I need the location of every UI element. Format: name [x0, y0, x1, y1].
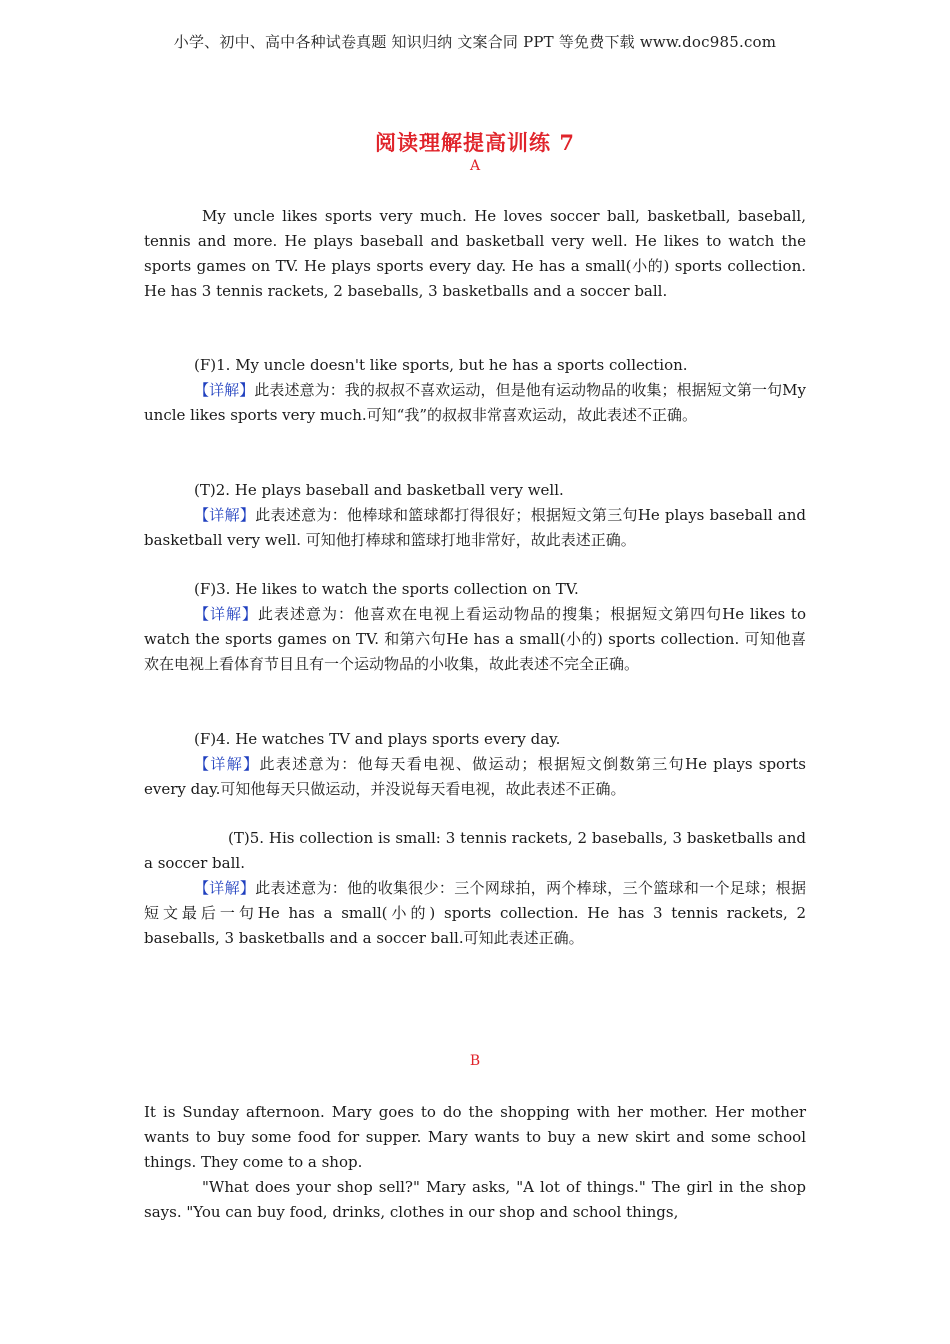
- detail-tag: 【详解】: [194, 506, 256, 524]
- question-4: (F)4. He watches TV and plays sports every day.: [194, 730, 561, 748]
- detail-tag: 【详解】: [194, 381, 255, 399]
- question-1: (F)1. My uncle doesn't like sports, but he has a sports collection.: [194, 356, 688, 374]
- detail-3: [144, 602, 806, 677]
- page-header: 小学、初中、高中各种试卷真题 知识归纳 文案合同 PPT 等免费下载 www.doc985.com: [173, 33, 777, 51]
- detail-tag: 【详解】: [194, 605, 259, 623]
- question-2: (T)2. He plays baseball and basketball very well.: [194, 481, 564, 499]
- section-b-label: B: [469, 1053, 481, 1069]
- detail-text: 此表述意为：我的叔叔不喜欢运动，但是他有运动物品的收集；根据短文第一句My uncle likes sports very much.可知“我”的叔叔非常喜欢运动，故此表述不正确。: [144, 381, 806, 424]
- detail-text: 此表述意为：他喜欢在电视上看运动物品的搜集；根据短文第四句He likes to watch the sports games on TV. 和第六句He has a small(小的) sports collection. 可知他喜欢在电视上看体育节目且有一个运动物品的小收集，故此表述不完全正确。: [144, 605, 806, 673]
- passage-b-paragraph-1: It is Sunday afternoon. Mary goes to do the shopping with her mother. Her mother wants to buy some food for supper. Mary wants to buy a new skirt and some school things. They come to a shop.: [144, 1103, 806, 1171]
- detail-text: 此表述意为：他棒球和篮球都打得很好；根据短文第三句He plays baseball and basketball very well. 可知他打棒球和篮球打地非常好，故此表述正确。: [144, 506, 806, 549]
- passage-a: My uncle likes sports very much. He loves soccer ball, basketball, baseball, tennis and more. He plays baseball and basketball very well. He likes to watch the sports games on TV. He plays sports every day. He has a small(小的) sports collection. He has 3 tennis rackets, 2 baseballs, 3 basketballs and a soccer ball.: [144, 207, 806, 300]
- question-5: (T)5. His collection is small: 3 tennis rackets, 2 baseballs, 3 basketballs and a soccer ball.: [144, 829, 806, 872]
- detail-1: [144, 378, 806, 428]
- question-3: (F)3. He likes to watch the sports collection on TV.: [194, 580, 579, 598]
- detail-tag: 【详解】: [194, 755, 260, 773]
- detail-text: 此表述意为：他的收集很少：三个网球拍，两个棒球，三个篮球和一个足球；根据短文最后一句He has a small(小的) sports collection. He has 3 tennis rackets, 2 baseballs, 3 basketballs and a soccer ball.可知此表述正确。: [144, 879, 806, 947]
- detail-4: [144, 752, 806, 802]
- passage-b-paragraph-2: "What does your shop sell?" Mary asks, "A lot of things." The girl in the shop says. "You can buy food, drinks, clothes in our shop and school things,: [144, 1178, 806, 1221]
- section-a-label: A: [469, 158, 481, 174]
- detail-2: [144, 503, 806, 553]
- detail-tag: 【详解】: [194, 879, 256, 897]
- detail-text: 此表述意为：他每天看电视、做运动；根据短文倒数第三句He plays sports every day.可知他每天只做运动，并没说每天看电视，故此表述不正确。: [144, 755, 806, 798]
- page-title: 阅读理解提高训练 7: [375, 130, 575, 155]
- detail-5: [144, 876, 806, 951]
